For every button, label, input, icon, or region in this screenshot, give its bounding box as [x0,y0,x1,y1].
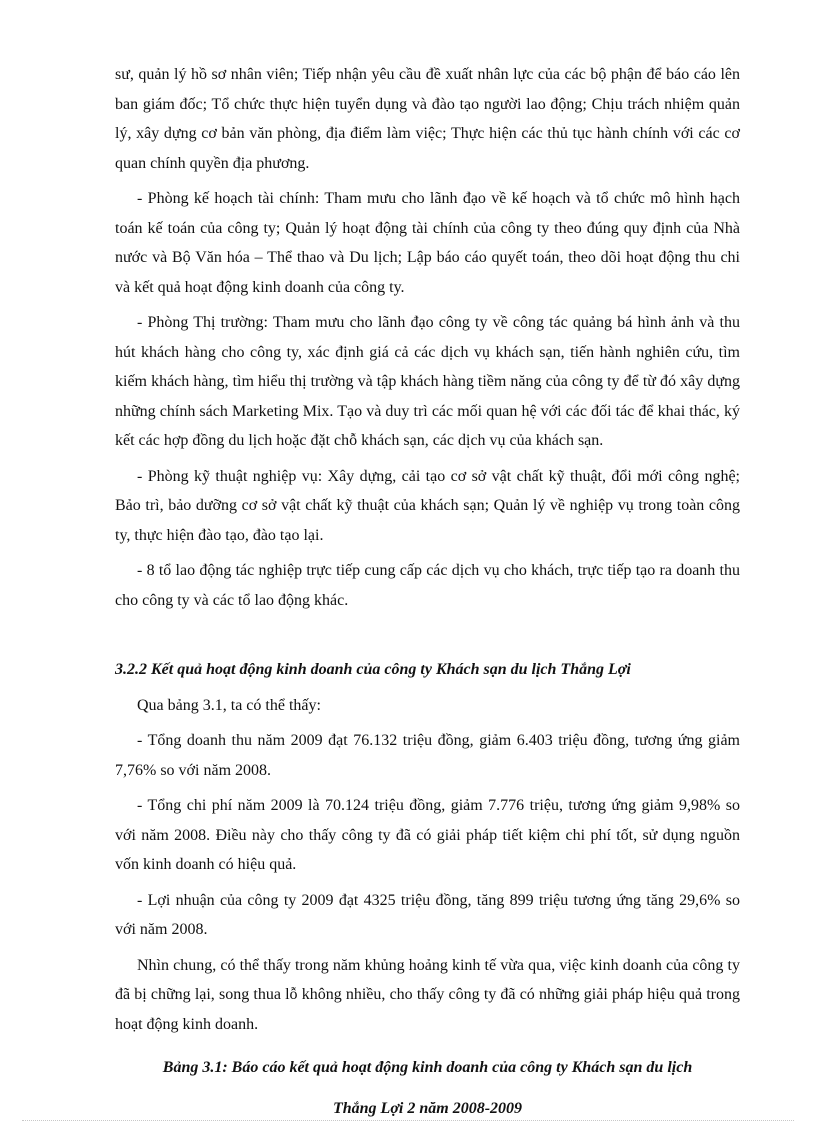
paragraph-hr-duties: sư, quản lý hồ sơ nhân viên; Tiếp nhận yêu cầu đề xuất nhân lực của các bộ phận để báo cáo lên ban giám đốc; Tổ chức thực hiện tuyển dụng và đào tạo người lao động; Chịu trách nhiệm quản lý, xây dựng cơ bản văn phòng, địa điểm làm việc; Thực hiện các thủ tục hành chính với các cơ quan chính quyền địa phương. [115,66,740,172]
paragraph-profit: - Lợi nhuận của công ty 2009 đạt 4325 triệu đồng, tăng 899 triệu tương ứng tăng 29,6% so với năm 2008. [115,891,740,938]
page-bottom-divider [22,1120,794,1121]
paragraph-market-dept: - Phòng Thị trường: Tham mưu cho lãnh đạo công ty về công tác quảng bá hình ảnh và thu hút khách hàng cho công ty, xác định giá cả các dịch vụ khách sạn, tiến hành nghiên cứu, tìm kiếm khách hàng, tìm hiểu thị trường và tập khách hàng tiềm năng của công ty để từ đó xây dựng những chính sách Marketing Mix. Tạo và duy trì các mối quan hệ với các đối tác để khai thác, ký kết các hợp đồng du lịch hoặc đặt chỗ khách sạn, các dịch vụ của khách sạn. [115,314,740,449]
paragraph-intro: Qua bảng 3.1, ta có thể thấy: [137,696,321,714]
section-heading: 3.2.2 Kết quả hoạt động kinh doanh của công ty Khách sạn du lịch Thắng Lợi [115,661,631,678]
paragraph-tech-dept: - Phòng kỹ thuật nghiệp vụ: Xây dựng, cải tạo cơ sở vật chất kỹ thuật, đổi mới công nghệ; Bảo trì, bảo dưỡng cơ sở vật chất kỹ thuật của khách sạn; Quản lý về nghiệp vụ trong toàn công ty, thực hiện đào tạo, đào tạo lại. [115,467,740,544]
document-page [115,60,740,1129]
table-caption-line2: Thắng Lợi 2 năm 2008-2009 [332,1100,523,1117]
table-caption [115,1047,740,1129]
paragraph-finance-dept: - Phòng kế hoạch tài chính: Tham mưu cho lãnh đạo về kế hoạch và tổ chức mô hình hạch toán kế toán của công ty; Quản lý hoạt động tài chính của công ty theo đúng quy định của Nhà nước và Bộ Văn hóa – Thể thao và Du lịch; Lập báo cáo quyết toán, theo dõi hoạt động thu chi và kết quả hoạt động kinh doanh của công ty. [115,190,740,296]
paragraph-costs: - Tổng chi phí năm 2009 là 70.124 triệu đồng, giảm 7.776 triệu, tương ứng giảm 9,98% so với năm 2008. Điều này cho thấy công ty đã có giải pháp tiết kiệm chi phí tốt, sử dụng nguồn vốn kinh doanh có hiệu quả. [115,797,740,873]
table-caption-line1: Bảng 3.1: Báo cáo kết quả hoạt động kinh doanh của công ty Khách sạn du lịch [162,1059,693,1076]
paragraph-revenue: - Tổng doanh thu năm 2009 đạt 76.132 triệu đồng, giảm 6.403 triệu đồng, tương ứng giảm 7,76% so với năm 2008. [115,732,740,779]
paragraph-conclusion: Nhìn chung, có thể thấy trong năm khủng hoảng kinh tế vừa qua, việc kinh doanh của công ty đã bị chững lại, song thua lỗ không nhiều, cho thấy công ty đã có những giải pháp hiệu quả trong hoạt động kinh doanh. [115,956,740,1033]
paragraph-labor-teams: - 8 tổ lao động tác nghiệp trực tiếp cung cấp các dịch vụ cho khách, trực tiếp tạo ra doanh thu cho công ty và các tổ lao động khác. [115,562,740,609]
